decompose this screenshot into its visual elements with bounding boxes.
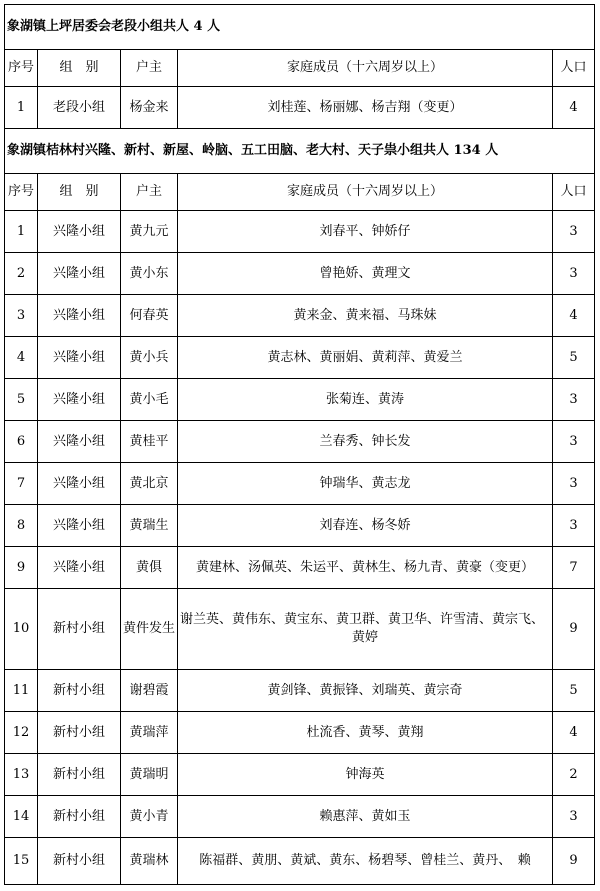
cell-members: 兰春秀、钟长发 <box>178 421 553 463</box>
cell-head: 何春英 <box>121 295 178 337</box>
section-title: 象湖镇上坪居委会老段小组共人 4 人 <box>5 5 595 50</box>
cell-no: 7 <box>5 463 38 505</box>
cell-no: 6 <box>5 421 38 463</box>
table-row <box>5 505 595 547</box>
cell-count: 9 <box>553 838 595 885</box>
cell-no: 13 <box>5 754 38 796</box>
cell-count: 4 <box>553 295 595 337</box>
col-header-no: 序号 <box>5 174 38 211</box>
cell-count: 4 <box>553 712 595 754</box>
cell-head: 黄件发生 <box>121 589 178 670</box>
cell-members: 黄剑锋、黄振锋、刘瑞英、黄宗奇 <box>178 670 553 712</box>
members-line: 黄婷 <box>351 630 378 645</box>
cell-group: 新村小组 <box>38 796 121 838</box>
col-header-head: 户主 <box>121 174 178 211</box>
cell-head: 黄桂平 <box>121 421 178 463</box>
col-header-group: 组 别 <box>38 174 121 211</box>
cell-head: 黄瑞明 <box>121 754 178 796</box>
cell-no: 9 <box>5 547 38 589</box>
cell-head: 黄小东 <box>121 253 178 295</box>
cell-group: 新村小组 <box>38 838 121 885</box>
cell-no: 8 <box>5 505 38 547</box>
header-row <box>5 50 595 87</box>
members-line: 谢兰英、黄伟东、黄宝东、黄卫群、黄卫华、许雪清、黄宗飞、 <box>180 612 545 627</box>
cell-count: 5 <box>553 670 595 712</box>
col-header-count: 人口 <box>553 174 595 211</box>
cell-count: 3 <box>553 421 595 463</box>
cell-head: 黄小青 <box>121 796 178 838</box>
cell-group: 兴隆小组 <box>38 421 121 463</box>
cell-group: 兴隆小组 <box>38 253 121 295</box>
cell-members <box>178 589 553 670</box>
cell-members: 钟瑞华、黄志龙 <box>178 463 553 505</box>
cell-head: 谢碧霞 <box>121 670 178 712</box>
table-row <box>5 421 595 463</box>
cell-members: 刘春平、钟娇仔 <box>178 211 553 253</box>
cell-count: 9 <box>553 589 595 670</box>
cell-head: 黄北京 <box>121 463 178 505</box>
cell-members: 杜流香、黄琴、黄翔 <box>178 712 553 754</box>
cell-members: 黄建林、汤佩英、朱运平、黄林生、杨九青、黄豪（变更） <box>178 547 553 589</box>
cell-count: 5 <box>553 337 595 379</box>
table-row <box>5 379 595 421</box>
cell-no: 4 <box>5 337 38 379</box>
table-row <box>5 87 595 129</box>
cell-group: 老段小组 <box>38 87 121 129</box>
cell-group: 兴隆小组 <box>38 295 121 337</box>
table-row <box>5 547 595 589</box>
table-row <box>5 211 595 253</box>
cell-group: 兴隆小组 <box>38 211 121 253</box>
cell-count: 3 <box>553 463 595 505</box>
section-title: 象湖镇桔林村兴隆、新村、新屋、岭脑、五工田脑、老大村、天子祟小组共人 134 人 <box>5 129 595 174</box>
table-row <box>5 295 595 337</box>
cell-no: 14 <box>5 796 38 838</box>
cell-group: 兴隆小组 <box>38 463 121 505</box>
table-row <box>5 337 595 379</box>
col-header-members: 家庭成员（十六周岁以上） <box>178 50 553 87</box>
cell-no: 15 <box>5 838 38 885</box>
cell-head: 黄瑞林 <box>121 838 178 885</box>
cell-group: 新村小组 <box>38 670 121 712</box>
cell-no: 1 <box>5 87 38 129</box>
cell-no: 5 <box>5 379 38 421</box>
col-header-no: 序号 <box>5 50 38 87</box>
col-header-group: 组 别 <box>38 50 121 87</box>
cell-count: 3 <box>553 796 595 838</box>
cell-members: 陈福群、黄朋、黄斌、黄东、杨碧琴、曾桂兰、黄丹、 赖 <box>178 838 553 885</box>
cell-count: 4 <box>553 87 595 129</box>
cell-head: 杨金来 <box>121 87 178 129</box>
table-row <box>5 670 595 712</box>
cell-no: 12 <box>5 712 38 754</box>
cell-members: 黄来金、黄来福、马珠妹 <box>178 295 553 337</box>
cell-count: 3 <box>553 379 595 421</box>
cell-count: 7 <box>553 547 595 589</box>
cell-members: 刘桂莲、杨丽娜、杨吉翔（变更） <box>178 87 553 129</box>
cell-group: 新村小组 <box>38 589 121 670</box>
cell-count: 3 <box>553 211 595 253</box>
cell-no: 3 <box>5 295 38 337</box>
table-row <box>5 796 595 838</box>
cell-group: 兴隆小组 <box>38 379 121 421</box>
cell-count: 3 <box>553 253 595 295</box>
cell-head: 黄小兵 <box>121 337 178 379</box>
cell-count: 3 <box>553 505 595 547</box>
cell-head: 黄俱 <box>121 547 178 589</box>
table-row <box>5 754 595 796</box>
cell-members: 曾艳娇、黄理文 <box>178 253 553 295</box>
table-row <box>5 589 595 670</box>
table-row <box>5 712 595 754</box>
table-row <box>5 838 595 885</box>
cell-head: 黄小毛 <box>121 379 178 421</box>
col-header-members: 家庭成员（十六周岁以上） <box>178 174 553 211</box>
col-header-head: 户主 <box>121 50 178 87</box>
cell-no: 2 <box>5 253 38 295</box>
cell-members: 钟海英 <box>178 754 553 796</box>
table-row <box>5 463 595 505</box>
cell-members: 黄志林、黄丽娟、黄莉萍、黄爱兰 <box>178 337 553 379</box>
cell-count: 2 <box>553 754 595 796</box>
table-row <box>5 253 595 295</box>
cell-head: 黄瑞生 <box>121 505 178 547</box>
household-table <box>4 4 595 885</box>
cell-members: 张菊连、黄涛 <box>178 379 553 421</box>
cell-group: 兴隆小组 <box>38 505 121 547</box>
cell-members: 赖惠萍、黄如玉 <box>178 796 553 838</box>
cell-head: 黄瑞萍 <box>121 712 178 754</box>
header-row <box>5 174 595 211</box>
cell-no: 1 <box>5 211 38 253</box>
cell-members: 刘春连、杨冬娇 <box>178 505 553 547</box>
cell-group: 新村小组 <box>38 754 121 796</box>
cell-group: 兴隆小组 <box>38 337 121 379</box>
cell-group: 新村小组 <box>38 712 121 754</box>
col-header-count: 人口 <box>553 50 595 87</box>
cell-group: 兴隆小组 <box>38 547 121 589</box>
cell-no: 10 <box>5 589 38 670</box>
cell-head: 黄九元 <box>121 211 178 253</box>
cell-no: 11 <box>5 670 38 712</box>
